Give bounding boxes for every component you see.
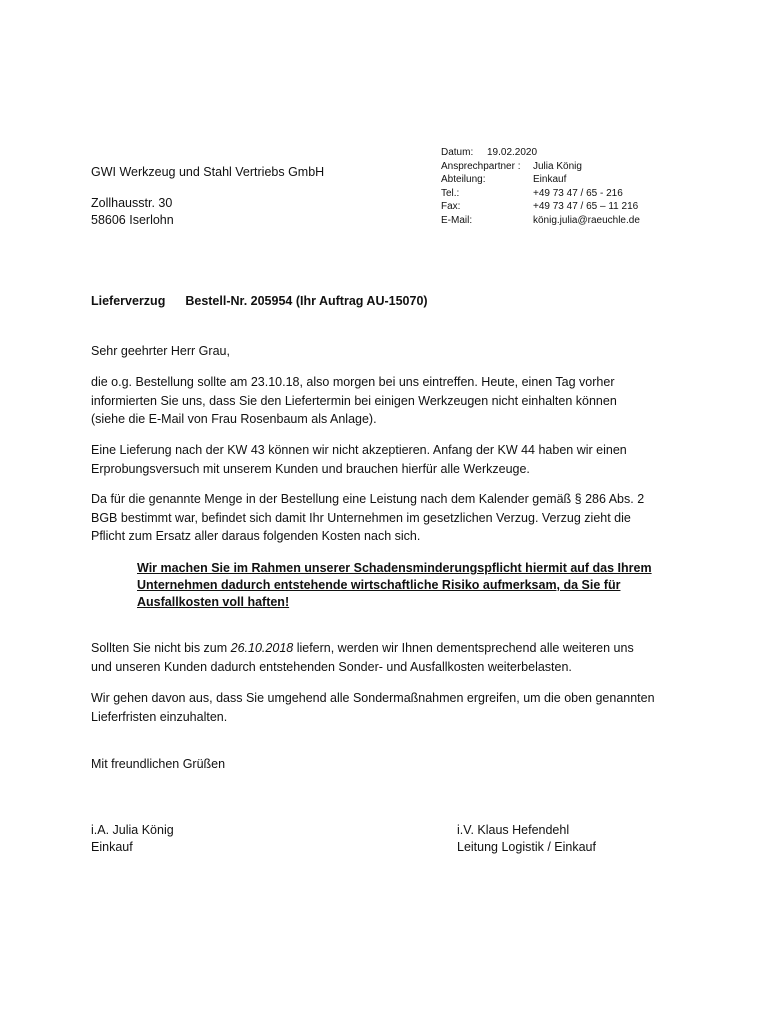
paragraph-line: informierten Sie uns, dass Sie den Liefertermin bei einigen Werkzeugen nicht einhalten können	[91, 393, 617, 408]
phone-value: +49 73 47 / 65 - 216	[533, 187, 623, 199]
paragraph-line: (siehe die E-Mail von Frau Rosenbaum als Anlage).	[91, 412, 377, 426]
fax-value: +49 73 47 / 65 – 11 216	[533, 201, 639, 213]
emphasis-line: Wir machen Sie im Rahmen unserer Schadensminderungspflicht hiermit auf das Ihrem	[137, 561, 652, 575]
deadline-prefix: Sollten Sie nicht bis zum	[91, 641, 231, 655]
fax-label: Fax:	[441, 201, 461, 213]
date-value: 19.02.2020	[487, 147, 538, 158]
signature-right-name: i.V. Klaus Hefendehl	[457, 823, 570, 837]
closing: Mit freundlichen Grüßen	[91, 757, 226, 771]
date-label: Datum:	[441, 147, 474, 158]
paragraph-line	[91, 639, 681, 658]
recipient-company: GWI Werkzeug und Stahl Vertriebs GmbH	[91, 165, 325, 179]
paragraph-line: und unseren Kunden dadurch entstehenden Sonder- und Ausfallkosten weiterbelasten.	[91, 659, 572, 674]
recipient-city: 58606 Iserlohn	[91, 213, 174, 227]
paragraph-line: die o.g. Bestellung sollte am 23.10.18, also morgen bei uns eintreffen. Heute, einen Tag vorher	[91, 375, 615, 389]
emphasis-line: Ausfallkosten voll haften!	[137, 595, 290, 609]
deadline-date: 26.10.2018	[230, 641, 294, 655]
email-value: könig.julia@raeuchle.de	[533, 214, 640, 226]
paragraph-2	[91, 441, 681, 478]
paragraph-line: BGB bestimmt war, befindet sich damit Ihr Unternehmen im gesetzlichen Verzug. Verzug zieht die	[91, 510, 631, 525]
paragraph-line: Pflicht zum Ersatz aller daraus folgenden Kosten nach sich.	[91, 529, 421, 543]
signature-right-dept: Leitung Logistik / Einkauf	[457, 840, 596, 854]
signature-left	[91, 822, 174, 856]
paragraph-5	[91, 689, 681, 726]
department-value: Einkauf	[533, 174, 567, 186]
signature-right	[457, 822, 596, 856]
salutation: Sehr geehrter Herr Grau,	[91, 344, 230, 358]
department-label: Abteilung:	[441, 174, 486, 186]
contact-label: Ansprechpartner :	[441, 160, 521, 172]
paragraph-4	[91, 639, 681, 676]
deadline-suffix: liefern, werden wir Ihnen dementsprechend alle weiteren uns	[293, 641, 634, 655]
subject-label: Lieferverzug	[91, 294, 166, 308]
signature-left-dept: Einkauf	[91, 840, 133, 854]
paragraph-line: Da für die genannte Menge in der Bestellung eine Leistung nach dem Kalender gemäß § 286 Abs. 2	[91, 492, 645, 506]
paragraph-line: Wir gehen davon aus, dass Sie umgehend alle Sondermaßnahmen ergreifen, um die oben genannten	[91, 691, 655, 705]
phone-label: Tel.:	[441, 187, 460, 199]
emphasis-line: Unternehmen dadurch entstehende wirtschaftliche Risiko aufmerksam, da Sie für	[137, 578, 621, 592]
recipient-street: Zollhausstr. 30	[91, 196, 173, 210]
email-label: E-Mail:	[441, 214, 473, 226]
paragraph-line: Eine Lieferung nach der KW 43 können wir nicht akzeptieren. Anfang der KW 44 haben wir einen	[91, 443, 627, 457]
contact-value: Julia König	[533, 160, 582, 172]
paragraph-3	[91, 490, 681, 546]
emphasis-paragraph	[137, 560, 677, 611]
paragraph-line: Erprobungsversuch mit unserem Kunden und brauchen hierfür alle Werkzeuge.	[91, 461, 530, 476]
paragraph-1	[91, 373, 681, 429]
subject-line	[91, 294, 428, 308]
signature-left-name: i.A. Julia König	[91, 823, 174, 837]
paragraph-line: Lieferfristen einzuhalten.	[91, 709, 228, 724]
subject-text: Bestell-Nr. 205954 (Ihr Auftrag AU-15070)	[185, 294, 428, 308]
